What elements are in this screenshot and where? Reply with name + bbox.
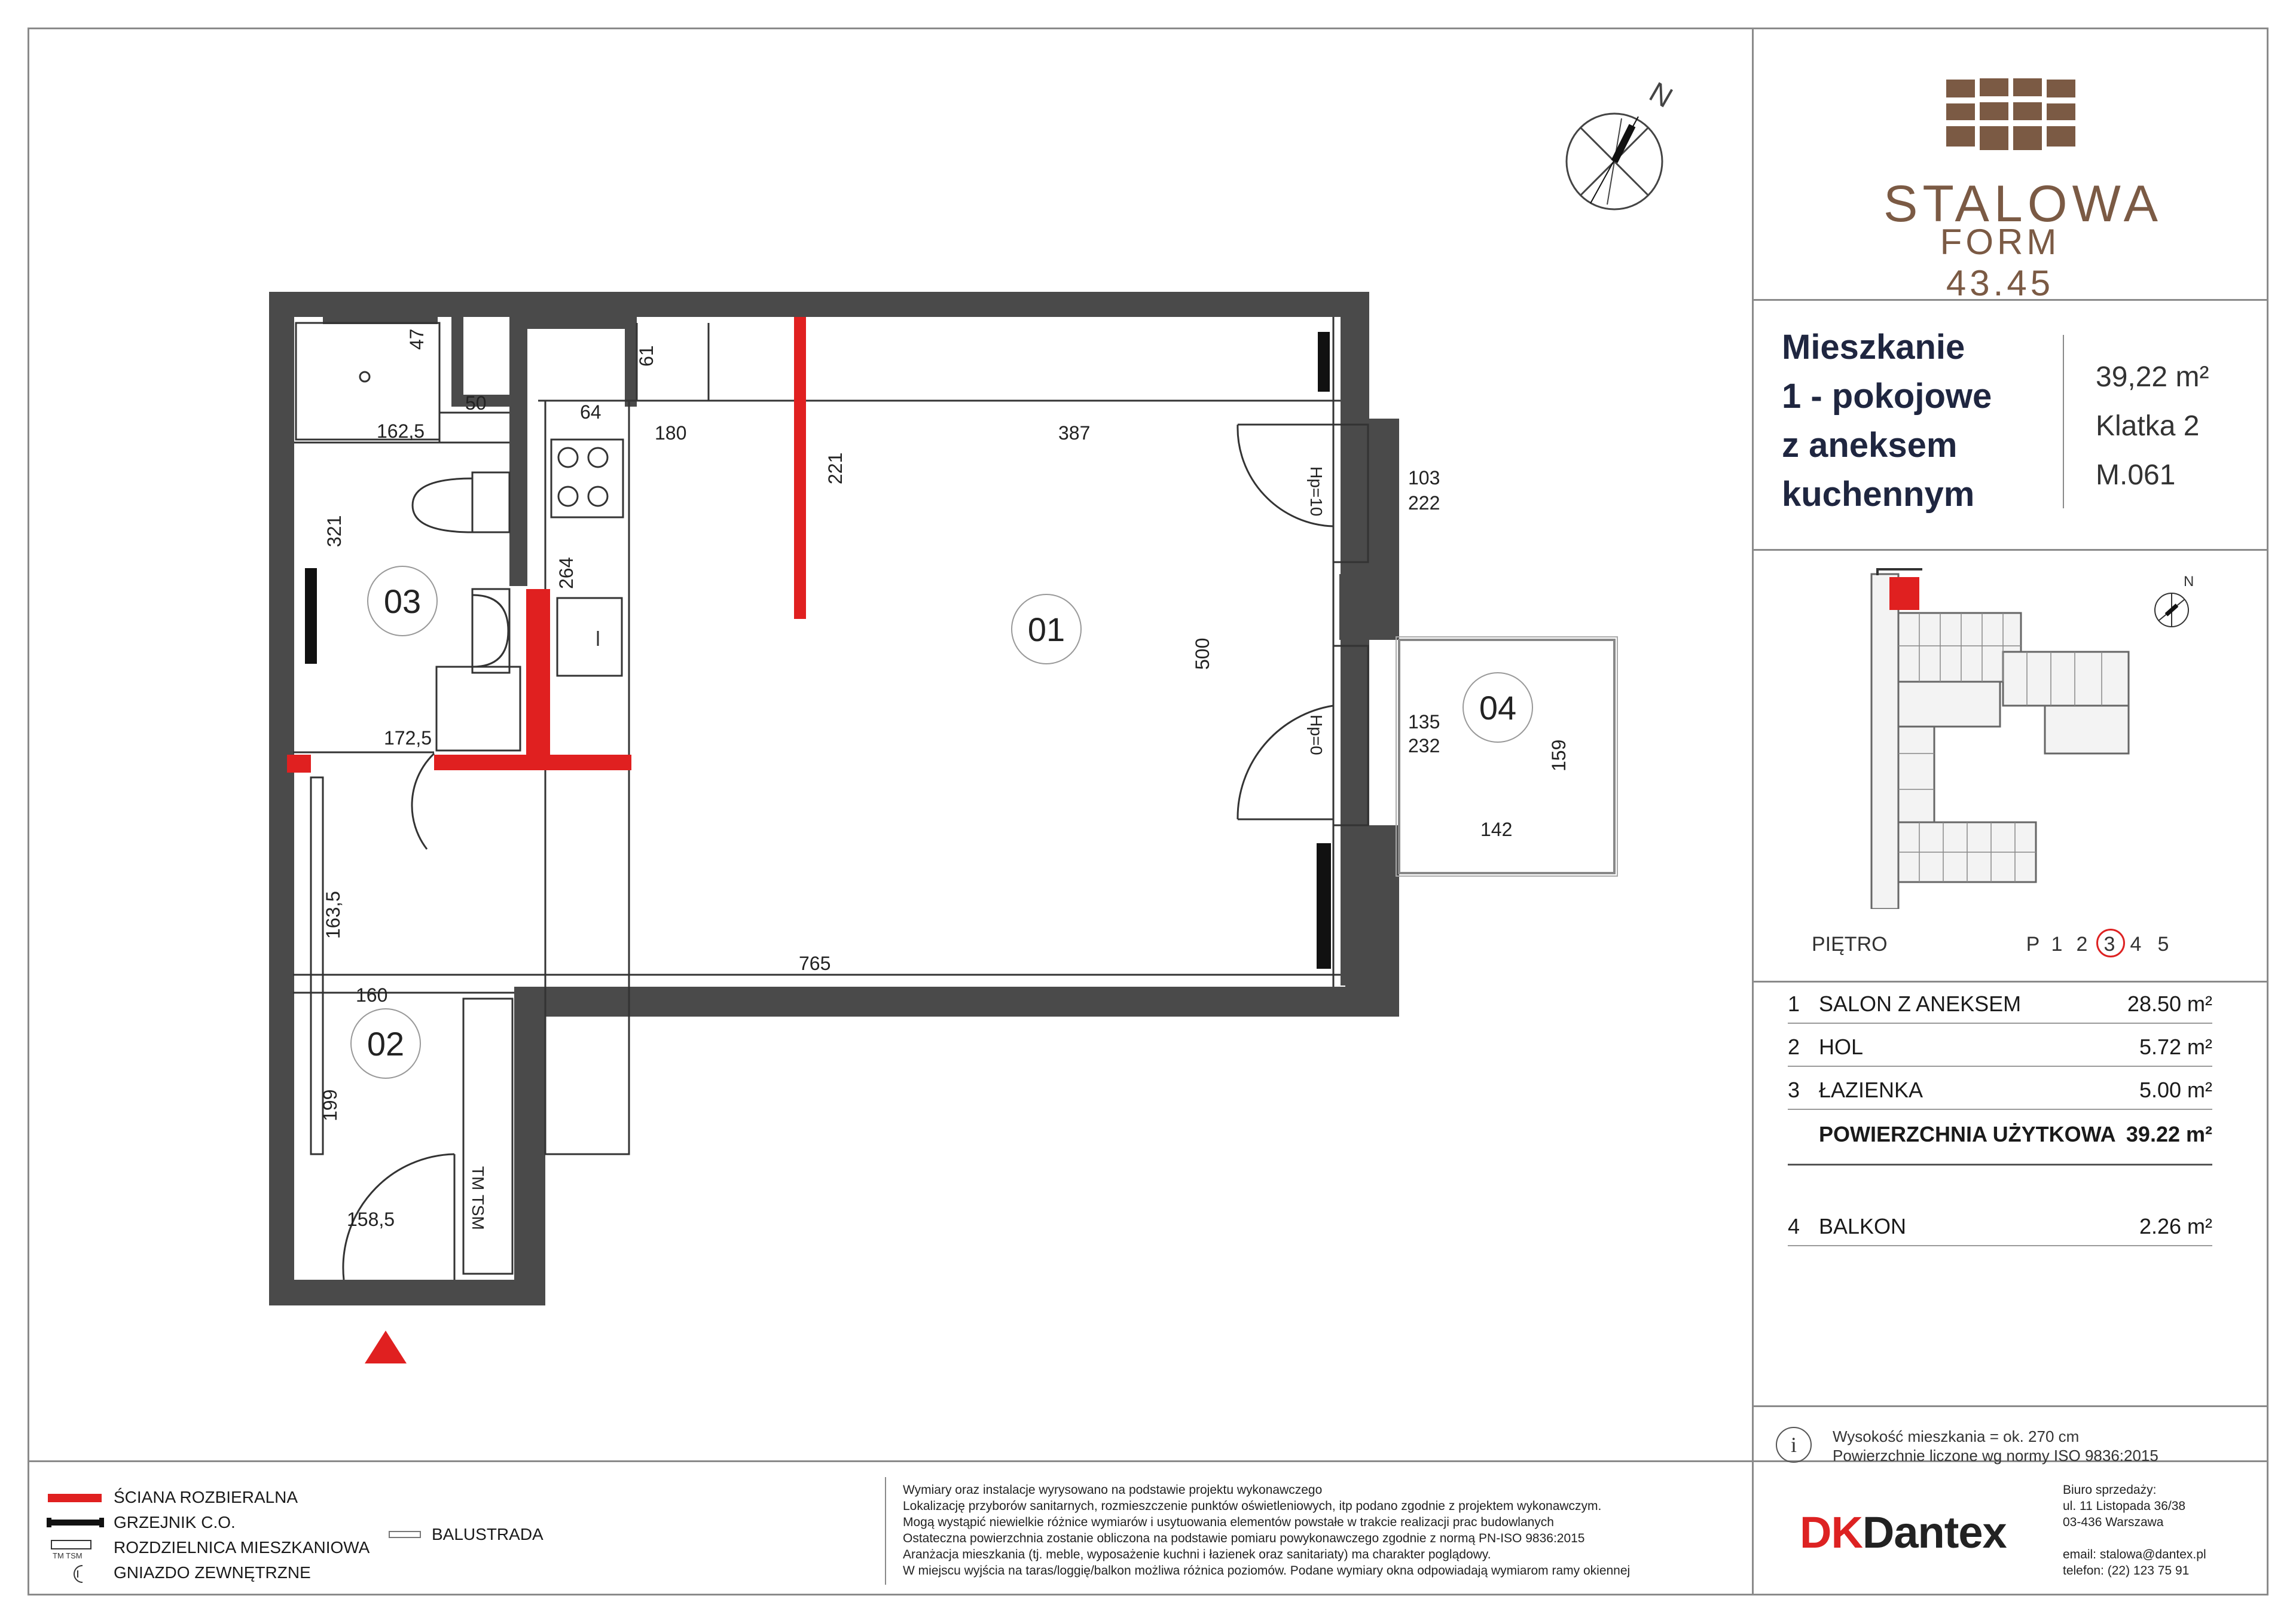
disclaimer-line: W miejscu wyjścia na taras/loggię/balkon możliwa różnica poziomów. Podane wymiary okna odpowiadają wymiarom ramy okiennej — [903, 1564, 1631, 1578]
dim: 163,5 — [322, 890, 344, 939]
legend-removable-wall: ŚCIANA ROZBIERALNA — [114, 1488, 298, 1506]
apartment-area: 39,22 m² — [2096, 361, 2209, 393]
dim: 64 — [580, 401, 602, 423]
exterior-walls — [269, 292, 1399, 1305]
row-divider — [1788, 1245, 2212, 1246]
floor-level-4[interactable]: 4 — [2130, 933, 2142, 956]
total-name: POWIERZCHNIA UŻYTKOWA — [1819, 1122, 2116, 1146]
removable-walls — [287, 317, 806, 773]
room-number: 2 — [1788, 1035, 1800, 1059]
room-label-01: 01 — [1027, 611, 1065, 648]
room-label-02: 02 — [367, 1025, 405, 1063]
floor-level-5[interactable]: 5 — [2157, 933, 2169, 956]
sales-office — [2063, 1482, 2206, 1579]
interior-lines — [293, 317, 1341, 1274]
sales-phone[interactable]: telefon: (22) 123 75 91 — [2063, 1564, 2190, 1578]
info-icon: i — [1776, 1427, 1812, 1463]
sales-line: 03-436 Warszawa — [2063, 1515, 2164, 1529]
developer-logo — [1800, 1507, 2007, 1558]
floor-level-1[interactable]: 1 — [2051, 933, 2063, 956]
railing-swatch — [389, 1531, 421, 1538]
dim: 61 — [636, 345, 657, 367]
entrance-icon — [365, 1331, 407, 1363]
floor-level-3[interactable]: 3 — [2103, 933, 2115, 956]
notes-divider — [1752, 1405, 2268, 1407]
row-divider — [1788, 1109, 2212, 1110]
dim: 500 — [1192, 637, 1213, 670]
notes — [1833, 1427, 2158, 1465]
dim: 387 — [1058, 422, 1091, 444]
legend-outlet: GNIAZDO ZEWNĘTRZNE — [114, 1563, 311, 1582]
disclaimer-line: Aranżacja mieszkania (tj. meble, wyposażenie kuchni i łazienek oraz sanitariaty) ma charakter poglądowy. — [903, 1548, 1491, 1561]
distribution-board-symbol: TM TSM — [53, 1551, 83, 1560]
dim: 47 — [406, 328, 428, 350]
note-line: Powierzchnie liczone wg normy ISO 9836:2015 — [1833, 1447, 2158, 1465]
key-plan-north: N — [2184, 573, 2194, 590]
balcony-doors — [343, 425, 1368, 1280]
floor-level-p[interactable]: P — [2026, 933, 2040, 956]
distribution-board-icon — [50, 1539, 92, 1561]
window-height-label: Hp=0 — [1307, 715, 1326, 755]
balcony-row — [1788, 1214, 2212, 1250]
dim: 180 — [655, 422, 687, 444]
sales-line — [2063, 1530, 2206, 1546]
room-row — [1788, 1078, 2212, 1113]
room-name: BALKON — [1819, 1214, 1907, 1238]
north-arrow — [1567, 77, 1678, 209]
floor-label: PIĘTRO — [1812, 933, 1888, 956]
dim: 321 — [323, 515, 345, 547]
floor-level-2[interactable]: 2 — [2076, 933, 2088, 956]
room-area: 2.26 m² — [2139, 1214, 2212, 1238]
brand-name: STALOWA — [1883, 175, 2163, 233]
dim: 158,5 — [347, 1209, 395, 1230]
dim: 221 — [825, 452, 846, 484]
dim: 142 — [1480, 819, 1513, 840]
legend-railing: BALUSTRADA — [432, 1525, 544, 1543]
sales-email[interactable]: email: stalowa@dantex.pl — [2063, 1548, 2206, 1561]
radiators — [305, 332, 1331, 969]
rooms-divider — [1752, 981, 2268, 983]
radiator-icon — [47, 1515, 104, 1530]
apartment-info — [2096, 353, 2209, 500]
meter-label: TM TSM — [469, 1166, 487, 1230]
legend-removable-wall-swatch — [48, 1494, 102, 1502]
dim: 222 — [1408, 492, 1440, 514]
disclaimer-line: Ostateczna powierzchnia zostanie obliczona na podstawie pomiaru powykonawczego zgodnie z normą PN-ISO 9836:2015 — [903, 1532, 1585, 1545]
room-number: 1 — [1788, 992, 1800, 1016]
title-divider — [1752, 549, 2268, 551]
row-divider — [1788, 1023, 2212, 1024]
outlet-icon — [66, 1562, 90, 1586]
brand-subtitle: FORM 43.45 — [1940, 222, 2060, 303]
dim: 103 — [1408, 467, 1440, 489]
disclaimer-divider — [885, 1477, 886, 1585]
total-area: 39.22 m² — [2126, 1122, 2212, 1146]
row-divider — [1788, 1164, 2212, 1166]
developer-logo-mark: DK — [1800, 1508, 1863, 1557]
legend-radiator: GRZEJNIK C.O. — [114, 1513, 236, 1532]
dim: 199 — [319, 1089, 341, 1121]
apartment-title-line: Mieszkanie — [1782, 328, 1965, 367]
north-label: N — [1644, 76, 1678, 114]
developer-name: Dantex — [1862, 1508, 2007, 1557]
balcony — [1396, 637, 1617, 876]
legend-distribution-board: ROZDZIELNICA MIESZKANIOWA — [114, 1538, 370, 1557]
dim: 232 — [1408, 735, 1440, 756]
room-name: HOL — [1819, 1035, 1864, 1059]
dim: 765 — [799, 953, 831, 974]
total-row — [1788, 1122, 2212, 1158]
apartment-title-line: 1 - pokojowe — [1782, 377, 1992, 416]
apartment-title-line: z aneksem — [1782, 426, 1958, 465]
note-line: Wysokość mieszkania = ok. 270 cm — [1833, 1427, 2080, 1445]
footer-divider-2 — [1752, 1460, 1754, 1595]
room-row — [1788, 992, 2212, 1027]
sidebar-divider — [1752, 28, 1754, 1460]
room-name: ŁAZIENKA — [1819, 1078, 1923, 1102]
room-row — [1788, 1035, 2212, 1070]
apartment-title-line: kuchennym — [1782, 475, 1975, 514]
dim: 50 — [465, 392, 487, 414]
room-number: 3 — [1788, 1078, 1800, 1102]
room-label-04: 04 — [1479, 689, 1517, 727]
dim: 160 — [356, 984, 388, 1006]
dim: 172,5 — [384, 727, 432, 749]
dim: 159 — [1548, 739, 1570, 771]
room-label-03: 03 — [383, 582, 422, 620]
apartment-title — [1782, 323, 2045, 519]
disclaimer-line: Lokalizację przyborów sanitarnych, rozmieszczenie punktów oświetleniowych, itp podano zgodnie z projektem wykonawczym. — [903, 1499, 1602, 1513]
disclaimer-line: Mogą wystąpić niewielkie różnice wymiarów i usytuowania elementów powstałe w trakcie realizacji prac budowlanych — [903, 1515, 1554, 1529]
key-plan — [1866, 562, 2200, 909]
room-area: 5.72 m² — [2139, 1035, 2212, 1059]
floor-selected-ring — [2096, 929, 2125, 957]
dim: 162,5 — [377, 420, 425, 442]
room-area: 28.50 m² — [2127, 992, 2212, 1016]
sales-line: ul. 11 Listopada 36/38 — [2063, 1499, 2186, 1513]
logo-mark — [1940, 75, 2084, 158]
dim: 135 — [1408, 711, 1440, 733]
apartment-number: M.061 — [2096, 459, 2176, 491]
apartment-staircase: Klatka 2 — [2096, 410, 2200, 442]
disclaimer — [903, 1482, 1752, 1579]
room-area: 5.00 m² — [2139, 1078, 2212, 1102]
disclaimer-line: Wymiary oraz instalacje wyrysowano na podstawie projektu wykonawczego — [903, 1483, 1323, 1497]
kitchen-counter — [545, 401, 629, 1154]
window-height-label: Hp=10 — [1307, 466, 1326, 517]
dim: 264 — [555, 557, 577, 589]
room-number: 4 — [1788, 1214, 1800, 1238]
apt-info-divider — [2063, 335, 2064, 508]
room-name: SALON Z ANEKSEM — [1819, 992, 2022, 1016]
row-divider — [1788, 1066, 2212, 1067]
sales-line: Biuro sprzedaży: — [2063, 1483, 2157, 1497]
